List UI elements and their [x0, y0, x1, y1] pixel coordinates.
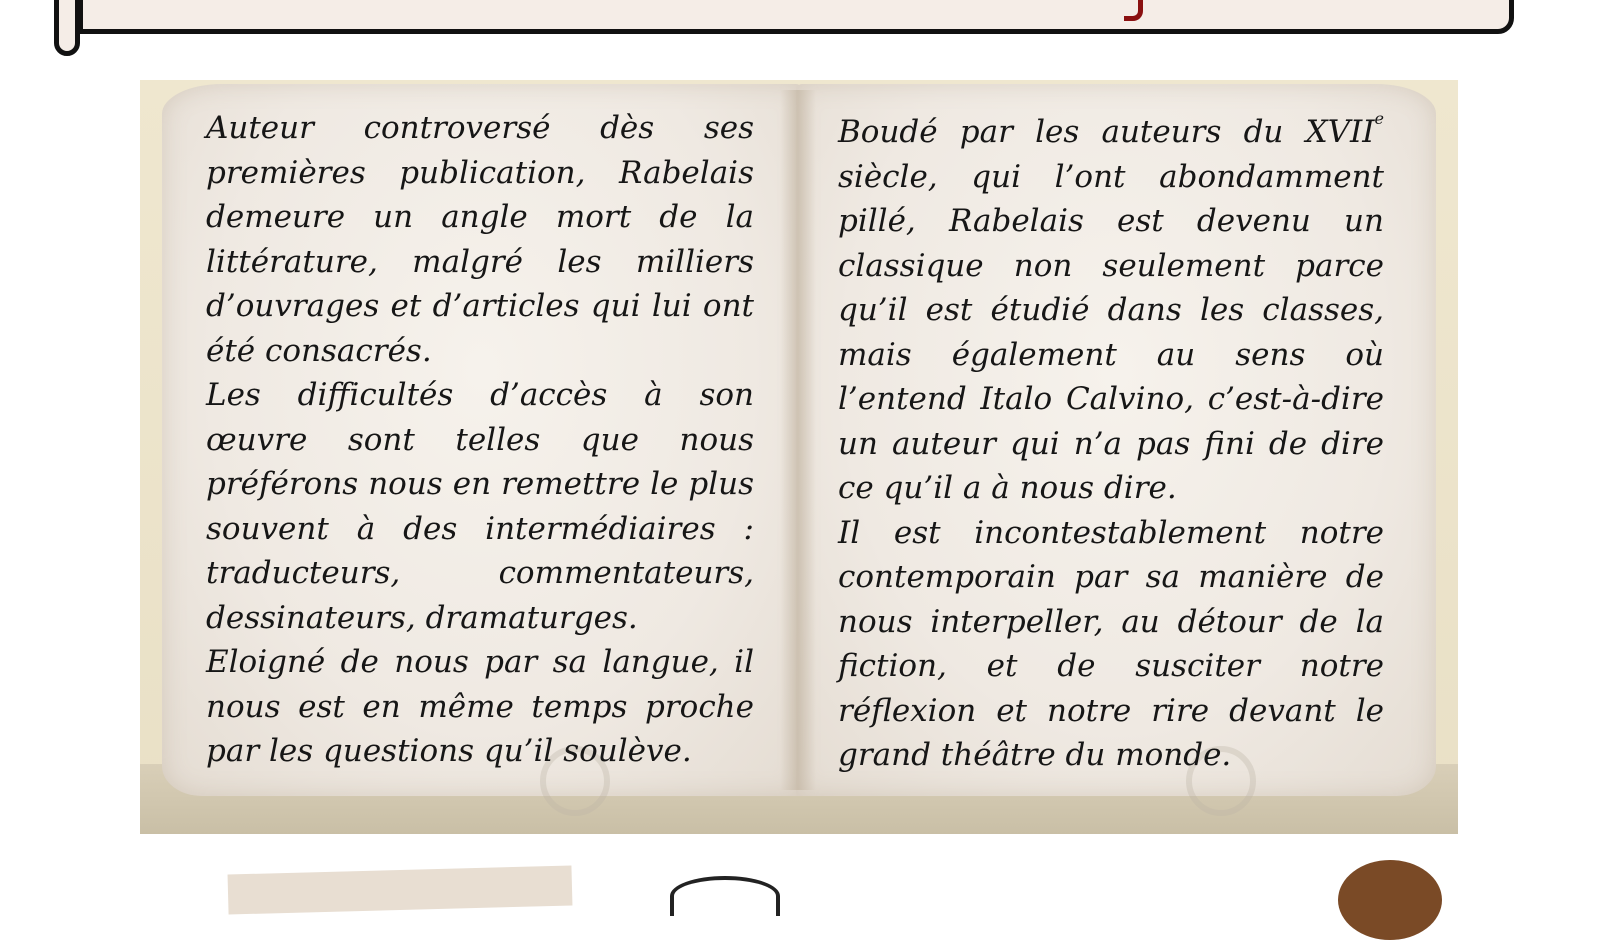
bottom-decoration-portrait — [1338, 860, 1442, 940]
book-gutter — [780, 90, 816, 790]
bottom-decoration-paper — [228, 866, 573, 915]
paragraph-rest: siècle, qui l’ont abondamment pillé, Rabelais est devenu un classique non seulement parce qu’il est étudié dans les classes, mais également au sens où l’entend Italo Calvino, c’est-à-dire un auteur qui n’a pas fini de dire ce qu’il a à nous dire. — [838, 158, 1384, 506]
left-page-text — [206, 106, 754, 774]
scroll-banner-curl — [54, 0, 80, 56]
scroll-banner — [78, 0, 1514, 34]
paragraph: Auteur controversé dès ses premières publication, Rabelais demeure un angle mort de la littérature, malgré les milliers d’ouvrages et d’articles qui lui ont été consacrés. — [206, 110, 754, 369]
paragraph — [838, 110, 1384, 511]
paragraph: Il est incontestablement notre contemporain par sa manière de nous interpeller, au détour de la fiction, et de susciter notre réflexion et notre rire devant le grand théâtre du monde. — [838, 514, 1384, 773]
paragraph: Eloigné de nous par sa langue, il nous est en même temps proche par les questions qu’il soulève. — [206, 644, 754, 769]
paragraph-start: Boudé par les auteurs du XVII — [838, 114, 1375, 150]
paragraph: Les difficultés d’accès à son œuvre sont telles que nous préférons nous en remettre le plus souvent à des intermédiaires : traducteurs, commentateurs, dessinateurs, dramaturges. — [206, 377, 754, 636]
right-page-text — [838, 110, 1384, 778]
superscript: e — [1374, 109, 1384, 128]
bottom-decoration-outline — [670, 876, 780, 916]
banner-ornament — [1124, 0, 1143, 21]
